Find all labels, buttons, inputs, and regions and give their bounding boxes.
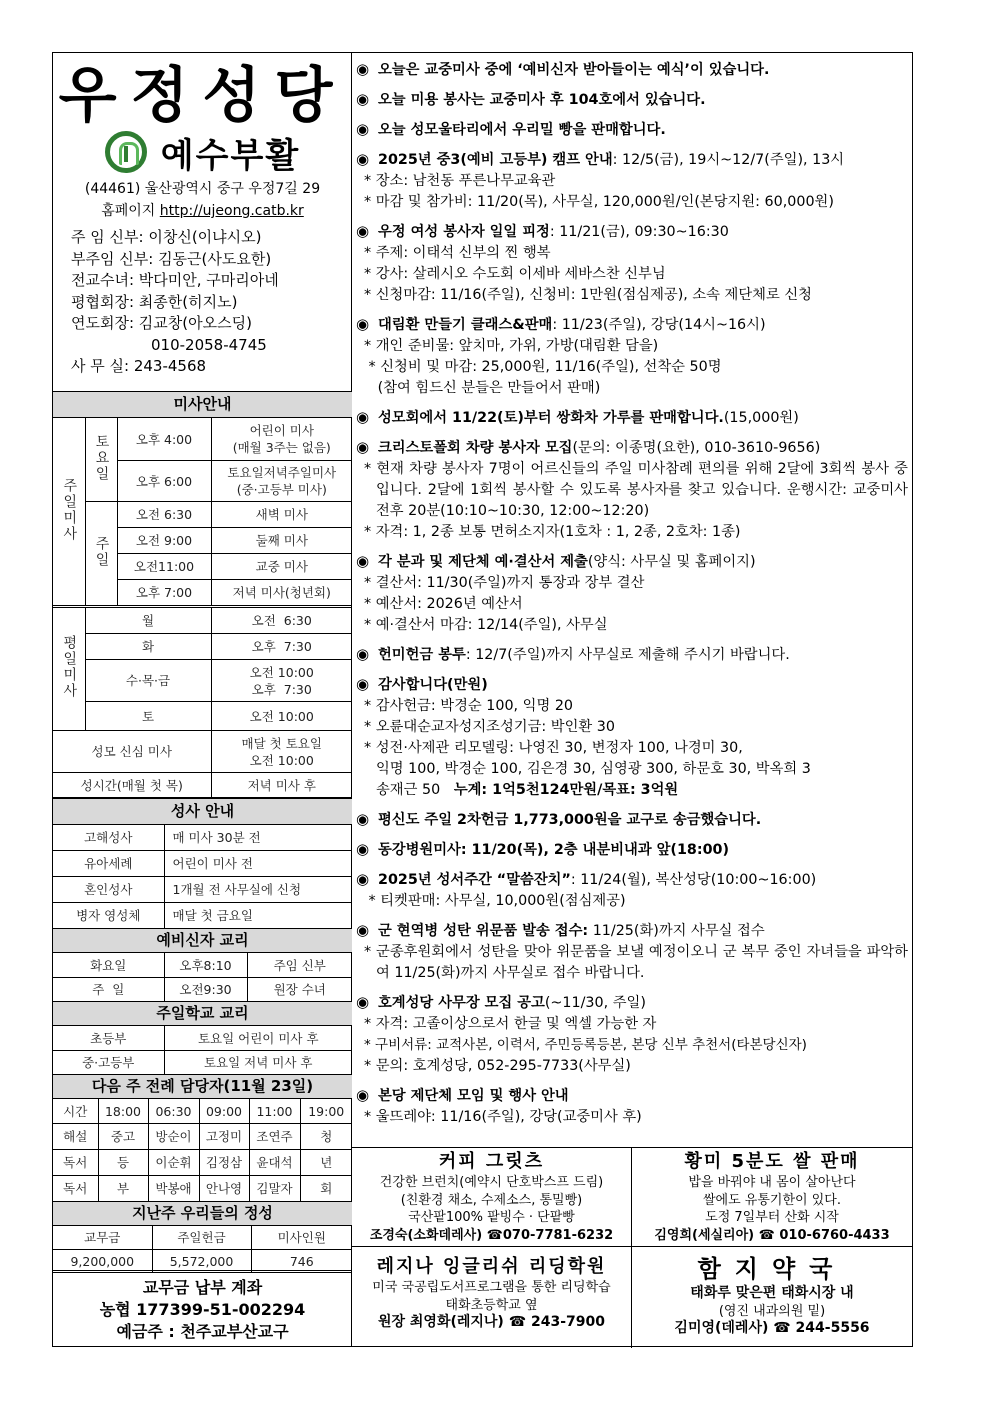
notice-detail: (문의: 이종명(요한), 010-3610-9656) <box>572 440 821 456</box>
staff-name: 243-4568 <box>133 357 207 375</box>
notice-item <box>356 869 908 912</box>
radio-bullet-icon: ◉ <box>356 315 370 333</box>
notice-item <box>356 1085 908 1128</box>
ad-line: 미국 국공립도서프로그램을 통한 리딩학습 <box>372 1280 611 1295</box>
notice-item <box>356 809 908 831</box>
ad-line: 밥을 바꿔야 내 몸이 살아난다 <box>688 1175 856 1190</box>
radio-bullet-icon: ◉ <box>356 552 370 570</box>
notice-detail: (양식: 사무실 및 홈페이지) <box>587 554 756 570</box>
notice-sub: * 주제: 이태석 신부의 찐 행복 <box>364 245 551 261</box>
subtitle-row <box>53 129 352 175</box>
special-mass-time: 저녁 미사 후 <box>211 773 352 798</box>
catechumen-time: 오전9:30 <box>164 978 247 1002</box>
ad-contact: 김영희(세실리아) ☎ 010-6760-4433 <box>654 1227 890 1243</box>
radio-bullet-icon: ◉ <box>356 1086 370 1104</box>
notice-title: 헌미헌금 봉투 <box>378 647 466 663</box>
weekday-time-1: 오전 10:00 <box>249 664 314 680</box>
notice-detail: : 12/5(금), 19시~12/7(주일), 13시 <box>612 152 845 168</box>
ad-contact: 조경숙(소화데레사) ☎070-7781-6232 <box>369 1227 614 1243</box>
duty-cell: 중고 <box>98 1124 148 1150</box>
notice-title: 우정 여성 봉사자 일일 피정 <box>378 224 550 240</box>
sunday-mass-label <box>53 418 85 606</box>
staff-row <box>71 292 346 314</box>
offering-header: 미사인원 <box>251 1226 352 1250</box>
mass-note: (중·고등부 미사) <box>236 482 327 497</box>
radio-bullet-icon: ◉ <box>356 675 370 693</box>
notice-title: 2025년 중3(예비 고등부) 캠프 안내 <box>378 152 613 168</box>
notice-title: 동강병원미사: 11/20(목), 2층 내분비내과 앞(18:00) <box>378 842 730 858</box>
staff-name: 김동근(사도요한) <box>158 249 272 268</box>
ads-grid <box>352 1147 912 1347</box>
saturday-label-text: 토요일 <box>93 433 110 482</box>
catechumen-teacher: 원장 수녀 <box>247 978 352 1002</box>
offering-value: 5,572,000 <box>152 1250 251 1273</box>
notice-title: 호계성당 사무장 모집 공고 <box>378 995 545 1011</box>
account-holder: 예금주 : 천주교부산교구 <box>116 1322 289 1341</box>
sunday-day-label-text: 주일 <box>93 535 110 568</box>
notice-continuation: 익명 100, 박경순 100, 김은경 30, 심영광 300, 하문호 30, 박옥희 3 <box>376 761 811 777</box>
duty-cell: 김정삼 <box>199 1150 249 1176</box>
account-box <box>53 1270 352 1346</box>
staff-row <box>71 270 346 292</box>
church-logo-icon <box>105 131 147 173</box>
mass-time: 오전 9:00 <box>117 528 211 554</box>
mass-name-text: 어린이 미사 <box>249 423 314 438</box>
sacrament-name: 고해성사 <box>53 825 164 851</box>
notice-sub: * 자격: 고졸이상으로서 한글 및 엑셀 가능한 자 <box>364 1016 657 1032</box>
duty-cell: 독서 <box>53 1176 98 1202</box>
sacrament-value: 매달 첫 금요일 <box>164 903 352 929</box>
ad-academy <box>352 1247 632 1348</box>
duty-cell: 김말자 <box>249 1176 300 1202</box>
mass-time: 오후 4:00 <box>117 418 211 461</box>
notice-sub: * 문의: 호계성당, 052-295-7733(사무실) <box>364 1058 631 1074</box>
staff-role: 전교수녀: <box>71 271 135 289</box>
notices-list <box>356 59 908 1136</box>
notice-sub: * 티켓판매: 사무실, 10,000원(점심제공) <box>364 893 626 909</box>
notice-detail: (~11/30, 주일) <box>544 995 646 1011</box>
notice-title: 본당 제단체 모임 및 행사 안내 <box>378 1088 569 1104</box>
staff-name: 박다미안, 구마리아네 <box>138 271 279 289</box>
duty-cell: 독서 <box>53 1150 98 1176</box>
duty-header: 11:00 <box>249 1099 300 1124</box>
sunday-school-title: 주일학교 교리 <box>53 1002 352 1026</box>
duty-cell: 회 <box>300 1176 352 1202</box>
donor-text: 송재근 50 <box>376 782 454 798</box>
ad-contact: 원장 최영화(레지나) ☎ 243-7900 <box>377 1314 606 1330</box>
weekday-day: 토 <box>85 702 211 731</box>
notice-title: 성모회에서 11/22(토)부터 쌍화차 가루를 판매합니다. <box>378 410 724 426</box>
notice-title: 각 분과 및 제단체 예·결산서 제출 <box>378 554 588 570</box>
sunday-mass-label-text: 주일미사 <box>61 477 78 542</box>
mass-time: 오후 6:00 <box>117 461 211 502</box>
ad-contact: 김미영(데레사) ☎ 244-5556 <box>674 1320 870 1336</box>
liturgy-duty-table <box>53 1074 352 1202</box>
duty-cell: 윤대석 <box>249 1150 300 1176</box>
school-group: 초등부 <box>53 1026 164 1051</box>
sacrament-name: 병자 영성체 <box>53 903 164 929</box>
notice-sub: * 구비서류: 교적사본, 이력서, 주민등록등본, 본당 신부 추천서(타본당신자) <box>364 1037 807 1053</box>
radio-bullet-icon: ◉ <box>356 840 370 858</box>
notice-continuation <box>356 780 908 801</box>
special-mass-table <box>53 730 352 798</box>
sacraments-table <box>53 798 352 929</box>
ad-pharmacy <box>632 1247 912 1348</box>
duty-cell: 청 <box>300 1124 352 1150</box>
notice-detail: : 11/23(주일), 강당(14시~16시) <box>552 317 766 333</box>
duty-cell: 등 <box>98 1150 148 1176</box>
mass-name-text: 토요일저녁주일미사 <box>227 465 337 480</box>
weekday-day: 수·목·금 <box>85 660 211 702</box>
notice-detail: (15,000원) <box>723 410 799 426</box>
notice-title: 군 현역병 성탄 위문품 발송 접수: <box>378 923 589 939</box>
notice-title: 오늘은 교중미사 중에 ‘예비신자 받아들이는 예식’이 있습니다. <box>378 62 770 78</box>
duty-cell: 해설 <box>53 1124 98 1150</box>
notice-item <box>356 644 908 666</box>
ad-line: 건강한 브런치(예약시 단호박스프 드림) <box>379 1175 604 1190</box>
mass-guide-title: 미사안내 <box>53 392 352 418</box>
radio-bullet-icon: ◉ <box>356 90 370 108</box>
duty-cell: 조연주 <box>249 1124 300 1150</box>
sacrament-name: 유아세례 <box>53 851 164 877</box>
notice-detail: : 11/24(월), 복산성당(10:00~16:00) <box>570 872 817 888</box>
sacrament-value: 1개월 전 사무실에 신청 <box>164 877 352 903</box>
notice-title: 오늘 미용 봉사는 교중미사 후 104호에서 있습니다. <box>378 92 706 108</box>
bulletin-sheet <box>52 52 913 1347</box>
notice-sub: (참여 힘드신 분들은 만들어서 판매) <box>364 380 601 396</box>
staff-phone <box>71 335 346 357</box>
radio-bullet-icon: ◉ <box>356 810 370 828</box>
duty-header: 18:00 <box>98 1099 148 1124</box>
staff-row <box>71 249 346 271</box>
offering-header: 주일헌금 <box>152 1226 251 1250</box>
notice-item <box>356 119 908 141</box>
weekday-time: 오후 7:30 <box>211 634 352 660</box>
ad-line: 국산팥100% 팥빙수 · 단팥빵 <box>408 1210 575 1225</box>
saturday-label <box>85 418 117 502</box>
notice-item <box>356 839 908 861</box>
staff-role: 사 무 실: <box>71 357 130 375</box>
radio-bullet-icon: ◉ <box>356 438 370 456</box>
right-column <box>352 53 912 1346</box>
ad-coffee <box>352 1148 632 1247</box>
mass-name: 저녁 미사(청년회) <box>211 580 352 606</box>
notice-title: 2025년 성서주간 “말씀잔치” <box>378 872 571 888</box>
special-mass-name: 성시간(매월 첫 목) <box>53 773 211 798</box>
notice-item <box>356 149 908 213</box>
weekday-time <box>211 660 352 702</box>
notice-detail: : 12/7(주일)까지 사무실로 제출해 주시기 바랍니다. <box>465 647 790 663</box>
homepage-link[interactable]: http://ujeong.catb.kr <box>159 203 304 219</box>
ad-title: 황미 5분도 쌀 판매 <box>684 1151 860 1172</box>
weekday-time: 오전 6:30 <box>211 608 352 634</box>
weekday-time: 오전 10:00 <box>211 702 352 731</box>
radio-bullet-icon: ◉ <box>356 222 370 240</box>
special-mass-time-1: 매달 첫 토요일 <box>241 735 322 751</box>
ad-rice <box>632 1148 912 1247</box>
notice-sub: * 장소: 남천동 푸른나무교육관 <box>364 173 556 189</box>
donation-total: 누계: 1억5천124만원/목표: 3억원 <box>453 782 679 798</box>
notice-detail: : 11/21(금), 09:30~16:30 <box>549 224 729 240</box>
ad-line: 태화초등학교 옆 <box>445 1297 538 1313</box>
notice-item <box>356 437 908 543</box>
sunday-day-label <box>85 502 117 606</box>
sacrament-name: 혼인성사 <box>53 877 164 903</box>
ad-line: (친환경 채소, 수제소스, 통밀빵) <box>400 1192 583 1208</box>
notice-title: 평신도 주일 2차헌금 1,773,000원을 교구로 송금했습니다. <box>378 812 762 828</box>
sacrament-value: 매 미사 30분 전 <box>164 825 352 851</box>
notice-sub: * 감사헌금: 박경순 100, 익명 20 <box>364 698 574 714</box>
mass-time: 오전 6:30 <box>117 502 211 528</box>
duty-cell: 년 <box>300 1150 352 1176</box>
notice-sub: * 신청마감: 11/16(주일), 신청비: 1만원(점심제공), 소속 제단체로 신청 <box>364 287 812 303</box>
offering-value: 746 <box>251 1250 352 1273</box>
school-time: 토요일 저녁 미사 후 <box>164 1051 352 1075</box>
notice-item <box>356 407 908 429</box>
offering-header: 교무금 <box>53 1226 152 1250</box>
duty-header: 09:00 <box>199 1099 249 1124</box>
mass-name: 둘째 미사 <box>211 528 352 554</box>
weekday-time-2: 오후 7:30 <box>251 681 312 697</box>
mass-name: 새벽 미사 <box>211 502 352 528</box>
notice-sub: * 자격: 1, 2종 보통 면허소지자(1호차 : 1, 2종, 2호차: 1종) <box>364 524 741 540</box>
staff-name: 이창신(이냐시오) <box>148 228 262 246</box>
staff-name: 010-2058-4745 <box>151 335 267 354</box>
school-group: 중·고등부 <box>53 1051 164 1075</box>
weekday-mass-label <box>53 608 85 731</box>
address: (44461) 울산광역시 중구 우정7길 29 <box>84 181 321 197</box>
notice-title: 오늘 성모울타리에서 우리밀 빵을 판매합니다. <box>378 122 666 138</box>
radio-bullet-icon: ◉ <box>356 60 370 78</box>
catechumen-day: 화요일 <box>53 953 164 978</box>
notice-item <box>356 674 908 801</box>
staff-role: 연도회장: <box>71 314 135 332</box>
duty-header: 06:30 <box>148 1099 199 1124</box>
ad-line: 도정 7일부터 산화 시작 <box>705 1210 839 1225</box>
radio-bullet-icon: ◉ <box>356 120 370 138</box>
mass-time: 오전11:00 <box>117 554 211 580</box>
weekday-mass-table <box>53 607 352 731</box>
duty-header: 19:00 <box>300 1099 352 1124</box>
radio-bullet-icon: ◉ <box>356 408 370 426</box>
staff-row <box>71 227 346 249</box>
sacraments-title: 성사 안내 <box>53 799 352 825</box>
duty-header: 시간 <box>53 1099 98 1124</box>
duty-cell: 부 <box>98 1176 148 1202</box>
special-mass-time-2: 오전 10:00 <box>249 752 314 768</box>
mass-name <box>211 418 352 461</box>
staff-name: 김교창(아오스딩) <box>138 314 252 332</box>
radio-bullet-icon: ◉ <box>356 993 370 1011</box>
staff-role: 부주임 신부: <box>71 249 154 268</box>
notice-sub: * 군종후원회에서 성탄을 맞아 위문품을 보낼 예정이오니 군 복무 중인 자녀들을 파악하여 11/25(화)까지 사무실로 접수 바랍니다. <box>364 944 908 981</box>
school-time: 토요일 어린이 미사 후 <box>164 1026 352 1051</box>
duty-cell: 이순휘 <box>148 1150 199 1176</box>
radio-bullet-icon: ◉ <box>356 870 370 888</box>
catechumen-teacher: 주임 신부 <box>247 953 352 978</box>
notice-item <box>356 59 908 81</box>
radio-bullet-icon: ◉ <box>356 150 370 168</box>
radio-bullet-icon: ◉ <box>356 921 370 939</box>
staff-list <box>71 227 346 378</box>
mass-guide-table <box>53 391 352 606</box>
sunday-school-table <box>53 1001 352 1075</box>
liturgy-duty-title: 다음 주 전례 담당자(11월 23일) <box>53 1075 352 1099</box>
notice-sub: * 신청비 및 마감: 25,000원, 11/16(주일), 선착순 50명 <box>364 359 722 375</box>
notice-item <box>356 551 908 636</box>
ad-bold-line: 태화루 맞은편 태화시장 내 <box>690 1285 854 1301</box>
notice-item <box>356 221 908 306</box>
ad-title: 함지약국 <box>697 1255 847 1283</box>
weekday-day: 월 <box>85 608 211 634</box>
notice-title: 크리스토폴회 차량 봉사자 모집 <box>378 440 573 456</box>
notice-sub: * 울뜨레야: 11/16(주일), 강당(교중미사 후) <box>364 1109 642 1125</box>
offerings-title: 지난주 우리들의 정성 <box>53 1202 352 1226</box>
notice-title: 대림환 만들기 클래스&판매 <box>378 317 553 333</box>
account-title: 교무금 납부 계좌 <box>142 1278 263 1297</box>
catechumen-table <box>53 928 352 1002</box>
staff-row <box>71 313 346 335</box>
duty-cell: 고정미 <box>199 1124 249 1150</box>
mass-note: (매월 3주는 없음) <box>232 440 331 455</box>
ad-title: 레지나 잉글리쉬 리딩학원 <box>376 1256 607 1277</box>
notice-item <box>356 89 908 111</box>
staff-name: 최종한(히지노) <box>138 292 238 311</box>
account-number: 농협 177399-51-002294 <box>99 1300 306 1319</box>
notice-sub: * 예·결산서 마감: 12/14(주일), 사무실 <box>364 617 608 633</box>
homepage-label: 홈페이지 <box>101 203 156 219</box>
mass-name <box>211 461 352 502</box>
notice-item <box>356 992 908 1077</box>
duty-cell: 안나영 <box>199 1176 249 1202</box>
catechumen-title: 예비신자 교리 <box>53 929 352 953</box>
ad-title: 커피 그릿츠 <box>438 1151 545 1172</box>
mass-name: 교중 미사 <box>211 554 352 580</box>
radio-bullet-icon: ◉ <box>356 645 370 663</box>
notice-sub: * 강사: 살레시오 수도회 이세바 세바스찬 신부님 <box>364 266 666 282</box>
notice-sub: * 결산서: 11/30(주일)까지 통장과 장부 결산 <box>364 575 645 591</box>
homepage-line <box>53 200 352 220</box>
notice-item <box>356 920 908 984</box>
notice-sub: * 성전·사제관 리모델링: 나영진 30, 변정자 100, 나경미 30, <box>364 740 743 756</box>
notice-sub: * 현재 차량 봉사자 7명이 어르신들의 주일 미사참례 편의를 위해 2달에 3회씩 봉사 중입니다. 2달에 1회씩 봉사할 수 있도록 봉사자를 찾고 있습니다. 운행시간: 교중미사 전후 20분(10:10~10:30, 12:00~12:20) <box>364 461 908 519</box>
staff-role: 평협회장: <box>71 292 135 311</box>
notice-item <box>356 314 908 399</box>
notice-title: 감사합니다(만원) <box>378 677 488 693</box>
ad-line: 쌀에도 유통기한이 있다. <box>703 1192 841 1208</box>
liturgical-season: 예수부활 <box>160 135 301 176</box>
catechumen-day: 주 일 <box>53 978 164 1002</box>
staff-role: 주 임 신부: <box>71 228 144 246</box>
special-mass-name: 성모 신심 미사 <box>53 731 211 773</box>
mass-time: 오후 7:00 <box>117 580 211 606</box>
notice-sub: * 오륜대순교자성지조성기금: 박인환 30 <box>364 719 615 735</box>
church-name: 우정성당 <box>58 61 347 131</box>
duty-cell: 박봉애 <box>148 1176 199 1202</box>
ad-line: (영진 내과의원 밑) <box>718 1303 826 1319</box>
sacrament-value: 어린이 미사 전 <box>164 851 352 877</box>
special-mass-time <box>211 731 352 773</box>
notice-sub: * 마감 및 참가비: 11/20(목), 사무실, 120,000원/인(본당지원: 60,000원) <box>364 194 834 210</box>
offering-value: 9,200,000 <box>53 1250 152 1273</box>
left-column <box>53 53 352 1346</box>
duty-cell: 방순이 <box>148 1124 199 1150</box>
staff-row <box>71 356 346 378</box>
weekday-mass-label-text: 평일미사 <box>61 635 78 699</box>
notice-sub: * 개인 준비물: 앞치마, 가위, 가방(대림환 담을) <box>364 338 659 354</box>
catechumen-time: 오후8:10 <box>164 953 247 978</box>
notice-sub: * 예산서: 2026년 예산서 <box>364 596 523 612</box>
notice-detail: 11/25(화)까지 사무실 접수 <box>588 923 765 939</box>
weekday-day: 화 <box>85 634 211 660</box>
offerings-table <box>53 1201 352 1273</box>
